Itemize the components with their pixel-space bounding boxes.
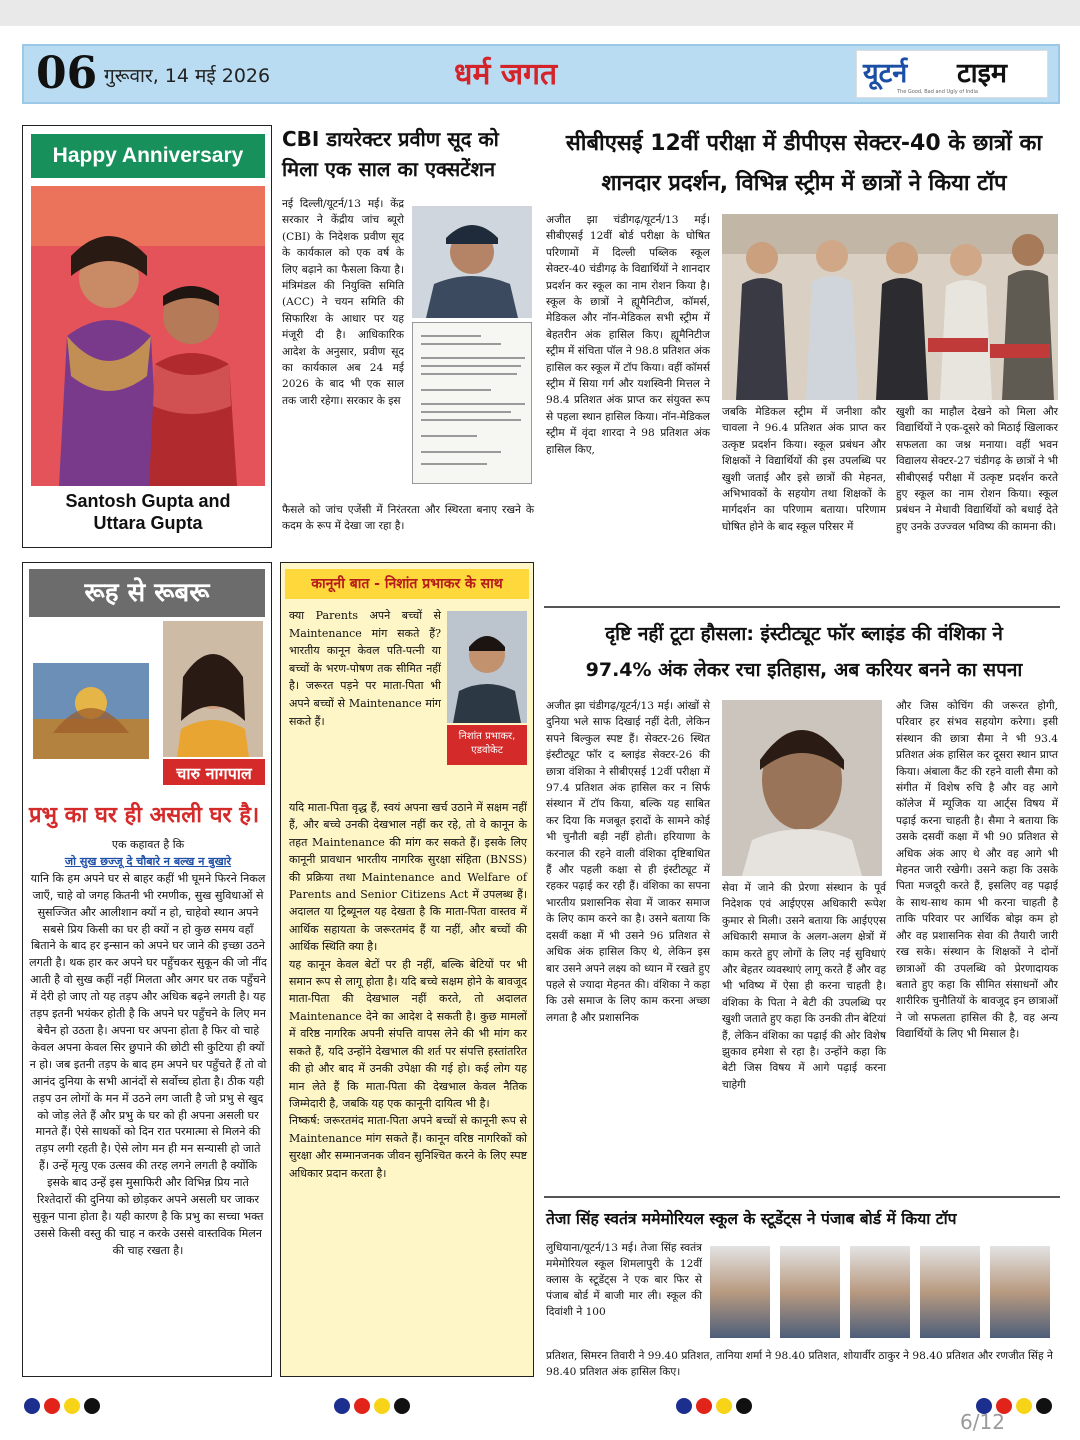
students-group-photo [722,214,1058,400]
cbi-article-tail: फैसले को जांच एजेंसी में निरंतरता और स्थिरता बनाए रखने के कदम के रूप में देखा जा रहा है। [282,504,534,533]
anniversary-title: Happy Anniversary [31,134,265,178]
section-divider-2 [544,1196,1060,1198]
topper-photo [990,1246,1050,1338]
paragraph-2: यह कानून केवल बेटों पर ही नहीं, बल्कि बेटियों पर भी समान रूप से लागू होता है। यदि बच्चे सक्षम होने के बावजूद माता-पिता की देखभाल नहीं करते, तो अदालत Maintenance देने का आदेश दे सकती है। कुछ मामलों में वरिष्ठ नागरिक अपनी संपत्ति वापस लेने की भी मांग कर सकते हैं, यदि उन्होंने देखभाल की शर्त पर संपत्ति हस्तांतरित की हो और बाद में उनकी उपेक्षा की गई हो। कई लोग यह मान लेते हैं कि माता-पिता की देखभाल केवल नैतिक जिम्मेदारी है, जबकि यह एक कानूनी दायित्व भी है। [289,957,527,1110]
logo-part-2: टाइम [957,58,1008,89]
paragraph-3: निष्कर्ष: जरूरतमंद माता-पिता अपने बच्चों से कानूनी रूप से Maintenance मांग सकते हैं। कानून वरिष्ठ नागरिकों को सुरक्षा और सम्मानजनक जीवन सुनिश्चित करने के लिए स्पष्ट अधिकार प्रदान करता है। [289,1114,527,1180]
page-number: 06 [36,48,98,99]
title-line-2: शानदार प्रदर्शन, विभिन्न स्ट्रीम में छात्रों ने किया टॉप [601,171,1007,196]
vanshika-photo [722,700,882,876]
advocate-photo [447,611,527,723]
article-title: प्रभु का घर ही असली घर है। [29,803,260,828]
topper-photo [920,1246,980,1338]
quote-line: जो सुख छज्जू दे चौबारे न बल्ख न बुखारे [64,854,232,868]
topper-photo [710,1246,770,1338]
cbse-column-1: अजीत झा चंडीगढ़/यूटर्न/13 मई। सीबीएसई 12वीं बोर्ड परीक्षा के घोषित परिणामों में दिल्ली पब्लिक स्कूल सेक्टर-40 चंडीगढ़ के विद्यार्थियों ने शानदार प्रदर्शन कर स्कूल का नाम रोशन किया है। स्कूल के छात्रों ने ह्यूमैनिटीज, कॉमर्स, मेडिकल और नॉन-मेडिकल सभी स्ट्रीम में बेहतरीन अंक हासिल किए। ह्यूमैनिटीज स्ट्रीम में संचिता पॉल ने 98.8 प्रतिशत अंक हासिल कर स्कूल में टॉप किया। वहीं कॉमर्स स्ट्रीम में सिया गर्ग और यशस्विनी मित्तल ने 98.4 प्रतिशत अंक प्राप्त कर संयुक्त रूप से पहला स्थान हासिल किया। नॉन-मेडिकल स्ट्रीम में वृंदा शारदा ने 98 प्रतिशत अंक हासिल किए, [546,214,710,456]
government-order-document [412,322,532,484]
footer-color-dots-2 [334,1398,414,1414]
anniversary-couple-photo [31,186,265,486]
section-divider [544,606,1060,608]
cbi-director-photo [412,206,532,318]
anniversary-box [22,125,272,548]
column-heading: रूह से रूबरू [29,569,265,617]
teja-singh-article-tail: प्रतिशत, सिमरन तिवारी ने 99.40 प्रतिशत, तानिया शर्मा ने 98.40 प्रतिशत, शोयार्वीर ठाकुर ने 98.40 प्रतिशत और रणजीत सिंह ने 98.40 प्रतिशत अंक हासिल किए। [546,1350,1053,1378]
anniversary-name-line-1: Santosh Gupta and [65,491,231,511]
footer-color-dots-1 [24,1398,104,1414]
page-header [22,44,1060,104]
section-title: धर्म जगत [454,57,558,92]
vanshika-article-title [546,616,1062,688]
page-indicator[interactable]: 6/12 [960,1410,1005,1434]
vanshika-column-3: और जिस कोचिंग की जरूरत होगी, परिवार हर संभव सहयोग करेगा। इसी संस्थान की छात्रा सैमा ने भी 93.4 प्रतिशत अंक हासिल कर दूसरा स्थान प्राप्त किया। अंबाला कैंट की रहने वाली सैमा को संगीत में विशेष रुचि है और वह आगे कॉलेज में म्यूजिक या आर्ट्स विषय में पढ़ाई करना चाहती है। सैमा ने बताया कि उसके दसवीं कक्षा में भी 90 प्रतिशत से अधिक अंक आए थे और वह आगे भी मेहनत जारी रखेगी। उसने कहा कि उसके पिता मजदूरी करते हैं, इसलिए वह पढ़ाई के साथ-साथ काम भी करना चाहती है ताकि परिवार पर आर्थिक बोझ कम हो और वह प्रशासनिक सेवा की तैयारी जारी रख सके। संस्थान के शिक्षकों ने दोनों छात्राओं की उपलब्धि को प्रेरणादायक बताते हुए कहा कि सीमित संसाधनों और शारीरिक चुनौतियों के बावजूद इन छात्राओं ने जो सफलता हासिल की है, वह अन्य विद्यार्थियों के लिए भी मिसाल है। [896,700,1058,1041]
vanshika-column-2: सेवा में जाने की प्रेरणा संस्थान के पूर्व निदेशक एवं आईएएस अधिकारी रूपेश कुमार से मिली। उसने बताया कि आईएएस अधिकारी समाज के अलग-अलग क्षेत्रों में काम करते हुए लोगों के लिए नई सुविधाएं और बेहतर व्यवस्थाएं लागू करते हैं और वह भी भविष्य में ऐसा ही करना चाहती है। वंशिका के पिता ने बेटी की उपलब्धि पर खुशी जताते हुए कहा कि उनकी तीन बेटियां हैं, लेकिन वंशिका का पढ़ाई की ओर विशेष झुकाव हमेशा से रहा है। उन्होंने कहा कि बेटी जिस विषय में आगे पढ़ाई करना चाहेगी [722,882,886,1091]
kanuni-baat-column [280,562,534,1377]
deity-illustration [33,663,149,759]
teja-singh-column-1: लुधियाना/यूटर्न/13 मई। तेजा सिंह स्वतंत्र ममेमोरियल स्कूल शिमलापुरी के 12वीं क्लास के स्टूडेंट्स ने एक बार फिर से पंजाब बोर्ड में बाजी मार ली। स्कूल की दिवांशी ने 100 [546,1242,702,1318]
toppers-photo-strip [706,1240,1060,1346]
topper-photo [780,1246,840,1338]
cbi-article-body: नई दिल्ली/यूटर्न/13 मई। केंद्र सरकार ने केंद्रीय जांच ब्यूरो (CBI) के निदेशक प्रवीण सूद के कार्यकाल को एक वर्ष के लिए बढ़ाने का फैसला किया है। मंत्रिमंडल की नियुक्ति समिति (ACC) ने चयन समिति की सिफारिश के आधार पर यह मंजूरी दी है। आधिकारिक आदेश के अनुसार, प्रवीण सूद का कार्यकाल अब 24 मई 2026 के बाद भी एक साल तक जारी रहेगा। सरकार के इस [282,198,404,407]
ruh-se-rubaru-column [22,562,272,1377]
newspaper-logo [856,50,1048,98]
title-line-1: दृष्टि नहीं टूटा हौसला: इंस्टीट्यूट फॉर ब्लाइंड की वंशिका ने [605,623,1003,645]
title-line-2: 97.4% अंक लेकर रचा इतिहास, अब करियर बनने का सपना [585,659,1023,681]
intro-line: एक कहावत है कि [111,838,185,851]
article-body [29,837,267,1260]
cbse-article-title [546,124,1062,204]
caption-line-2: एडवोकेट [471,745,503,756]
anniversary-name-line-2: Uttara Gupta [93,513,203,533]
logo-part-1: यूटर्न [863,58,908,89]
anniversary-names [31,490,265,534]
paragraph-1: यदि माता-पिता वृद्ध हैं, स्वयं अपना खर्च उठाने में सक्षम नहीं हैं, और बच्चे उनकी देखभाल नहीं कर रहे, तो वे कानून के तहत Maintenance की मांग कर सकते हैं। इसके लिए कानूनी प्रावधान भारतीय नागरिक सुरक्षा संहिता (BNSS) की प्रक्रिया तथा Maintenance and Welfare of Parents and Senior Citizens Act में उपलब्ध हैं। अदालत या ट्रिब्यूनल यह देखता है कि माता-पिता वास्तव में आर्थिक सहायता के जरूरतमंद हैं या नहीं, और बच्चों की आर्थिक स्थिति क्या है। [289,801,527,954]
advocate-caption [447,725,527,765]
body-text: यानि कि हम अपने घर से बाहर कहीं भी घूमने फिरने निकल जाएँ, चाहे वो जगह कितनी भी रमणीक, सुख सुविधाओं से सुसज्जित और आलीशान क्यों न हो, चाहेवो स्थान अपने सबसे प्रिय किसी का घर ही क्यों न हो कुछ समय वहाँ बिताने के बाद हर इन्सान को अपने घर जाने की इच्छा उठने लगती है। थक हार कर अपने घर पहुँचकर सुकून की जो नींद आती है वो सुख कहीं नहीं मिलता और अगर घर तक पहुँचने में देरी हो जाए तो यह तड़प और अधिक बढ़ने लगती है। यह तड़प इतनी भयंकर होती है कि अपने घर पहुँचने के लिए मन बेचैन हो उठता है। अपना घर अपना होता है फिर वो चाहे केवल अपना केवल सिर छुपाने की छोटी सी कुटिया ही क्यों न हो। जब इतनी तड़प के बाद हम अपने घर पहुँचते हैं तो वो आनंद दुनिया के सभी आनंदों से सर्वोच्च होता है। ठीक यही तड़प उन लोगों के मन में उठने लग जाती है जो प्रभु से खुद को जोड़ लेते हैं और प्रभु के घर को ही अपना असली घर मानते हैं। ऐसे साधकों को दिन रात परमात्मा से मिलने की तड़प लगी रहती है। ऐसे लोग मन ही मन सन्यासी हो जाते हैं। उन्हें मृत्यु एक उत्सव की तरह लगने लगती है क्योंकि इसके बाद उन्हें इस मुसाफिरी और विभिन्न प्रिय नाते रिश्तेदारों की दुनिया को छोड़कर अपने असली घर जाकर सुकून पाना होता है। यही कारण है कि प्रभु का सच्चा भक्त उससे किसी वस्तु की चाह न करके उससे वास्तविक मिलन की चाह रखता है। [29,871,267,1257]
teja-singh-article-title: तेजा सिंह स्वतंत्र ममेमोरियल स्कूल के स्टूडेंट्स ने पंजाब बोर्ड में किया टॉप [546,1210,957,1228]
footer-color-dots-3 [676,1398,756,1414]
vanshika-column-1: अजीत झा चंडीगढ़/यूटर्न/13 मई। आंखों से दुनिया भले साफ दिखाई नहीं देती, लेकिन सपने बिल्कुल स्पष्ट हैं। सेक्टर-26 स्थित इंस्टीट्यूट फॉर द ब्लाइंड सेक्टर-26 की छात्रा वंशिका ने सीबीएसई 12वीं परीक्षा में 97.4 प्रतिशत अंक हासिल कर न सिर्फ संस्थान में टॉप किया, बल्कि यह साबित कर दिया कि मजबूत इरादों के सामने कोई भी चुनौती बड़ी नहीं होती। हरियाणा के करनाल की रहने वाली वंशिका दृष्टिबाधित हैं और पहली कक्षा से ही इंस्टीट्यूट में रहकर पढ़ाई कर रही हैं। वंशिका का सपना भारतीय प्रशासनिक सेवा में जाकर समाज के लिए काम करने का है। उसने बताया कि दसवीं कक्षा में भी उसने 96 प्रतिशत से अधिक अंक हासिल किए थे, लेकिन इस बार उसने अपने लक्ष्य को ध्यान में रखते हुए पहले से ज्यादा मेहनत की। वंशिका ने कहा कि उसे समाज के लिए काम करना अच्छा लगता है और प्रशासनिक [546,700,710,1024]
column-heading: कानूनी बात - निशांत प्रभाकर के साथ [285,569,529,599]
cbse-column-3: खुशी का माहौल देखने को मिला और विद्यार्थियों ने एक-दूसरे को मिठाई खिलाकर सफलता का जश्न मनाया। वहीं भवन विद्यालय सेक्टर-27 चंडीगढ़ के छात्रों ने भी सीबीएसई परीक्षा में उत्कृष्ट प्रदर्शन करते हुए स्कूल का नाम रोशन किया। स्कूल प्रबंधन ने मेधावी विद्यार्थियों को बधाई देते हुए उनके उज्ज्वल भविष्य की कामना की। [896,406,1058,533]
page-date: गुरूवार, 14 मई 2026 [104,65,271,87]
cbse-column-2: जबकि मेडिकल स्ट्रीम में जनीशा कौर चावला ने 96.4 प्रतिशत अंक प्राप्त कर उत्कृष्ट प्रदर्शन किया। स्कूल प्रबंधन और शिक्षकों ने विद्यार्थियों की इस उपलब्धि पर खुशी जताई और इसे छात्रों की मेहनत, अभिभावकों के सहयोग तथा शिक्षकों के मार्गदर्शन का परिणाम बताया। परिणाम घोषित होने के बाद स्कूल परिसर में [722,406,886,533]
intro-text: क्या Parents अपने बच्चों से Maintenance मांग सकते हैं? भारतीय कानून केवल पति-पत्नी या बच्चों के भरण-पोषण तक सीमित नहीं है। जरूरत पड़ने पर माता-पिता भी अपने बच्चों से Maintenance मांग सकते हैं। [289,609,441,728]
article-body [289,799,527,1182]
author-name-tag: चारु नागपाल [161,757,267,787]
caption-line-1: निशांत प्रभाकर, [458,731,516,742]
logo-tagline: The Good, Bad and Ugly of India [897,89,978,95]
topper-photo [850,1246,910,1338]
title-line-1: सीबीएसई 12वीं परीक्षा में डीपीएस सेक्टर-40 के छात्रों का [565,131,1043,156]
cbi-article-title: CBI डायरेक्टर प्रवीण सूद को मिला एक साल का एक्सटेंशन [282,127,499,181]
top-strip [0,0,1080,26]
